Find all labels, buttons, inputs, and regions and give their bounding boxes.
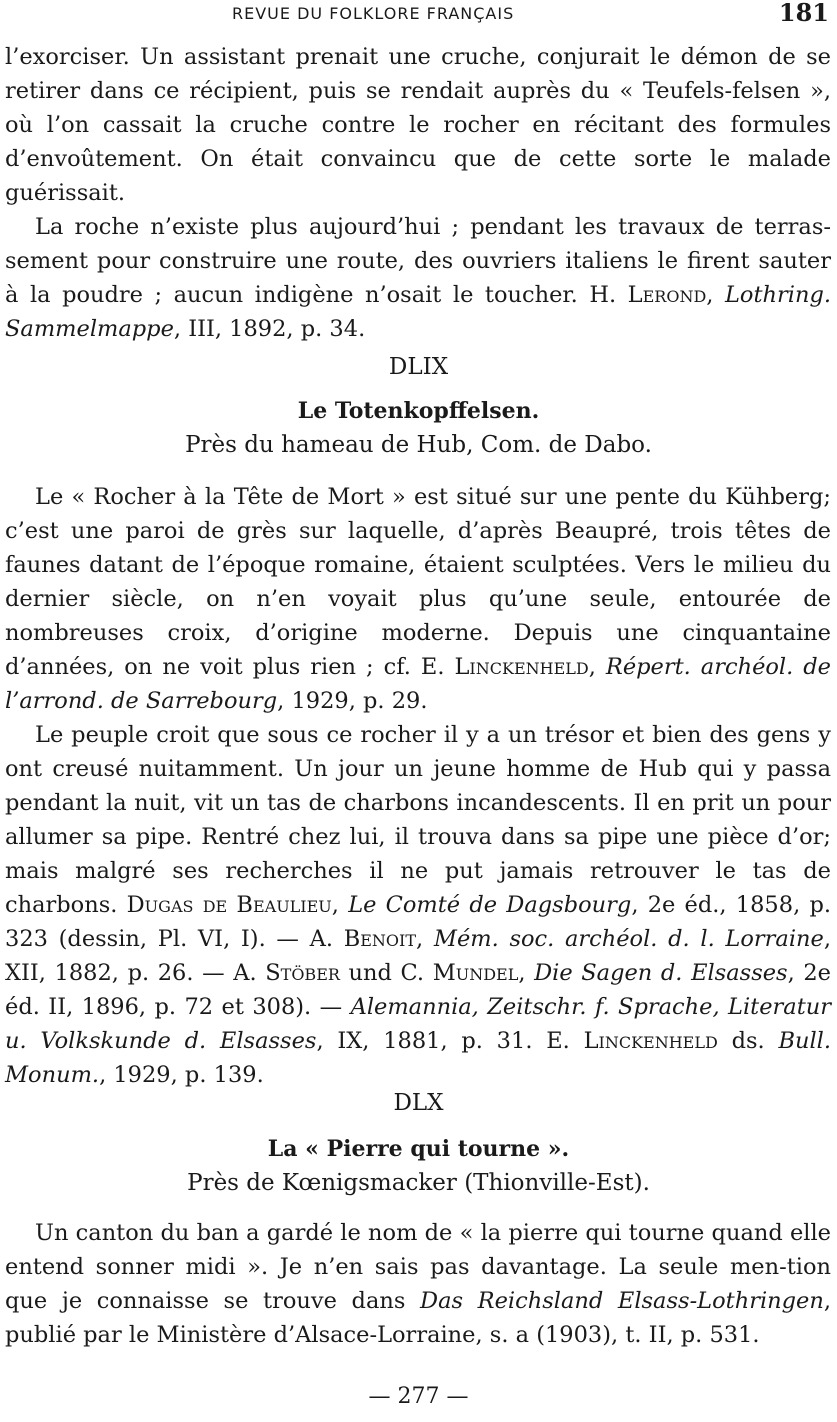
author-name: Stöber: [265, 960, 340, 986]
section-numeral: DLX: [393, 1090, 444, 1116]
section-paragraph: [5, 480, 831, 718]
author-name: Mundel: [432, 960, 519, 986]
text-run: , III, 1892, p. 34.: [173, 316, 366, 342]
text-run: , XII, 1882, p. 26. — A.: [5, 926, 831, 986]
text-run: ,: [518, 960, 535, 986]
text-run: Le peuple croit que sous ce rocher il y a un trésor et bien des gens y ont creusé nuitamment. Un jour un jeune homme de Hub qui y passa pendant la nuit, vit un tas de charbons incandescents. Il en prit un pour allumer sa pipe. Rentré chez lui, il trouva dans sa pipe une pièce d’or; mais malgré ses recherches il ne put jamais retrouver le tas de charbons.: [5, 722, 831, 918]
work-title: Alemannia, Zeitschr. f. Sprache, Literatur u. Volkskunde d. Elsasses: [5, 994, 831, 1054]
page-header: [0, 0, 837, 30]
text-run: , 2e éd. II, 1896, p. 72 et 308). —: [5, 960, 831, 1020]
text-run: ,: [416, 926, 434, 952]
work-title: Die Sagen d. Elsasses: [534, 960, 788, 986]
author-name: Linckenheld: [454, 654, 589, 680]
text-run: ds.: [717, 1028, 779, 1054]
continuation-paragraph-2: [5, 210, 831, 346]
author-name: Linckenheld: [583, 1028, 718, 1054]
author-name: Benoit: [343, 926, 417, 952]
section-paragraph-2: [5, 718, 831, 1092]
text-run: La roche n’existe plus aujourd’hui ; pendant les travaux de terras-sement pour construire une route, des ouvriers italiens le firent sauter à la poudre ; aucun indigène n’osait le toucher. H.: [5, 214, 831, 308]
header-page-number: 181: [778, 0, 829, 27]
section-numeral: DLIX: [388, 354, 449, 380]
author-name: Lerond: [627, 282, 707, 308]
work-title: Bull. Monum.: [5, 1028, 832, 1088]
section-location: Près de Kœnigsmacker (Thionville-Est).: [187, 1170, 650, 1196]
work-title: Lothring. Sammelmappe: [5, 282, 832, 342]
section-paragraph: [5, 1216, 831, 1352]
text-run: Le « Rocher à la Tête de Mort » est situé sur une pente du Kühberg; c’est une paroi de grès sur laquelle, d’après Beaupré, trois têtes de faunes datant de l’époque romaine, étaient sculptées. Vers le milieu du dernier siècle, on n’en voyait plus qu’une seule, entourée de nombreuses croix, d’origine moderne. Depuis une cinquantaine d’années, on ne voit plus rien ; cf. E.: [5, 484, 831, 680]
text-run: , 1929, p. 29.: [277, 688, 428, 714]
section-location: Près du hameau de Hub, Com. de Dabo.: [185, 432, 652, 458]
running-title: REVUE DU FOLKLORE FRANÇAIS: [232, 4, 515, 23]
footer-page-number: — 277 —: [368, 1384, 469, 1409]
text-run: , publié par le Ministère d’Alsace-Lorraine, s. a (1903), t. II, p. 531.: [5, 1288, 831, 1348]
text-run: ,: [706, 282, 725, 308]
text-run: , 2e éd., 1858, p. 323 (dessin, Pl. VI, I). — A.: [5, 892, 832, 952]
text-run: und C.: [339, 960, 433, 986]
work-title: Das Reichsland Elsass-Lothringen: [420, 1288, 824, 1314]
text-run: , 1929, p. 139.: [99, 1062, 264, 1088]
text-run: ,: [331, 892, 349, 918]
section-title: La « Pierre qui tourne ».: [267, 1136, 570, 1162]
work-title: Répert. archéol. de l’arrond. de Sarrebourg: [5, 654, 831, 714]
text-run: , IX, 1881, p. 31. E.: [316, 1028, 584, 1054]
work-title: Mém. soc. archéol. d. l. Lorraine: [433, 926, 824, 952]
section-title: Le Totenkopffelsen.: [297, 398, 540, 424]
continuation-paragraph: l’exorciser. Un assistant prenait une cruche, conjurait le démon de se retirer dans ce récipient, puis se rendait auprès du « Teufels-felsen », où l’on cassait la cruche contre le rocher en récitant des formules d’envoûtement. On était convaincu que de cette sorte le malade guérissait.: [5, 44, 831, 206]
text-run: ,: [588, 654, 606, 680]
author-name: Dugas de Beaulieu: [126, 892, 332, 918]
text-run: Un canton du ban a gardé le nom de « la pierre qui tourne quand elle entend sonner midi ». Je n’en sais pas davantage. La seule men-tion que je connaisse se trouve dans: [5, 1220, 831, 1314]
work-title: Le Comté de Dagsbourg: [348, 892, 632, 918]
